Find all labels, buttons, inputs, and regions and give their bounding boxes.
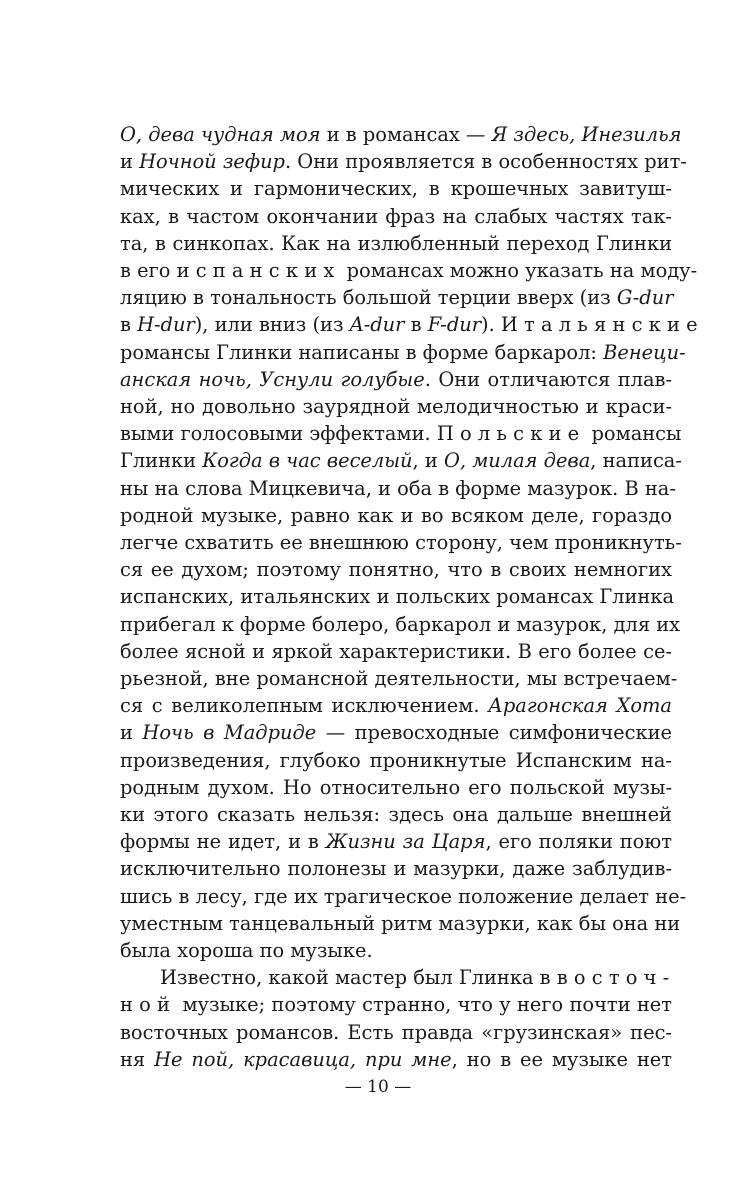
- text-span: формы не идет, и в: [120, 830, 326, 853]
- romance-title: О, милая дева: [443, 449, 591, 472]
- text-span: ся с великолепным исключением.: [120, 694, 489, 717]
- text-line: рьезной, вне романсной деятельности, мы встречаем-: [120, 667, 678, 690]
- text-span: романсы: [585, 422, 682, 445]
- text-span: романсах можно указать на моду-: [340, 259, 698, 282]
- text-line: ки этого сказать нельзя: здесь она дальше внешней: [120, 803, 672, 826]
- text-line: ны на слова Мицкевича, и оба в форме мазурок. В на-: [120, 477, 676, 500]
- text-line: родным духом. Но относительно его польской музы-: [120, 776, 672, 799]
- text-span: Известно, какой мастер был Глинка в: [160, 966, 557, 989]
- romance-title: Венеци-: [603, 341, 686, 364]
- page-number: — 10 —: [344, 1077, 412, 1097]
- text-line: более ясной и яркой характеристики. В его более се-: [120, 640, 672, 663]
- text-span: в его: [120, 259, 177, 282]
- key-name: F-dur: [427, 313, 481, 336]
- text-span: и в романсах —: [320, 123, 492, 146]
- romance-title: О, дева чудная моя: [120, 123, 321, 146]
- text-span: , но в ее музыке нет: [451, 1048, 673, 1071]
- spaced-emphasis: Польские: [436, 422, 586, 445]
- romance-title: анская ночь, Уснули голубые: [120, 368, 425, 391]
- work-title: Жизни за Царя: [325, 830, 486, 853]
- text-span: , написа-: [590, 449, 682, 472]
- text-line: была хороша по музыке.: [120, 939, 373, 962]
- text-span: выми голосовыми эффектами.: [120, 422, 437, 445]
- text-line: исключительно полонезы и мазурки, даже заблудив-: [120, 857, 672, 880]
- key-name: G-dur: [616, 286, 674, 309]
- key-name: A-dur: [349, 313, 405, 336]
- text-span: романсы Глинки написаны в форме баркарол:: [120, 341, 604, 364]
- spaced-emphasis: восточ-: [556, 966, 676, 989]
- text-span: , и: [412, 449, 444, 472]
- work-title: Ночь в Мадриде: [142, 721, 317, 744]
- text-span: . Они проявляется в особенностях рит-: [284, 150, 687, 173]
- text-span: в: [404, 313, 428, 336]
- text-span: и: [120, 721, 143, 744]
- text-span: Глинки: [120, 449, 203, 472]
- text-span: ).: [481, 313, 501, 336]
- text-line: легче схватить ее внешнюю сторону, чем проникнуть-: [120, 531, 682, 554]
- work-title: Арагонская Хота: [488, 694, 672, 717]
- text-line: прибегал к форме болеро, баркарол и мазурок, для их: [120, 613, 681, 636]
- text-line: мических и гармонических, в крошечных завитуш-: [120, 177, 672, 200]
- text-span: . Они отличаются плав-: [424, 368, 672, 391]
- key-name: H-dur: [137, 313, 195, 336]
- spaced-emphasis: ной: [120, 993, 177, 1016]
- text-span: — превосходные симфонические: [316, 721, 673, 744]
- text-line: ках, в частом окончании фраз на слабых частях так-: [120, 205, 672, 228]
- text-line: шись в лесу, где их трагическое положение делает не-: [120, 885, 687, 908]
- text-line: восточных романсов. Есть правда «грузинская» пес-: [120, 1021, 672, 1044]
- spaced-emphasis: Итальянские: [500, 313, 704, 336]
- text-line: уместным танцевальный ритм мазурки, как бы она ни: [120, 912, 681, 935]
- text-line: ся ее духом; поэтому понятно, что в своих немногих: [120, 558, 672, 581]
- romance-title: Не пой, красавица, при мне: [154, 1048, 452, 1071]
- romance-title: Когда в час веселый: [202, 449, 413, 472]
- text-span: в: [120, 313, 138, 336]
- romance-title: Я здесь, Инезилья: [491, 123, 682, 146]
- text-line: произведения, глубоко проникнутые Испанским на-: [120, 749, 672, 772]
- romance-title: Ночной зефир: [139, 150, 285, 173]
- text-line: испанских, итальянских и польских романсах Глинка: [120, 585, 675, 608]
- text-span: ляцию в тональность большой терции вверх (из: [120, 286, 617, 309]
- text-span: ня: [120, 1048, 155, 1071]
- text-span: , его поляки поют: [485, 830, 672, 853]
- text-line: та, в синкопах. Как на излюбленный переход Глинки: [120, 232, 672, 255]
- text-span: и: [120, 150, 140, 173]
- text-line: ной, но довольно заурядной мелодичностью и краси-: [120, 395, 672, 418]
- spaced-emphasis: испанских: [176, 259, 341, 282]
- text-span: ), или вниз (из: [194, 313, 350, 336]
- text-span: музыке; поэтому странно, что у него почти нет: [176, 993, 672, 1016]
- text-line: родной музыке, равно как и во всяком деле, гораздо: [120, 504, 672, 527]
